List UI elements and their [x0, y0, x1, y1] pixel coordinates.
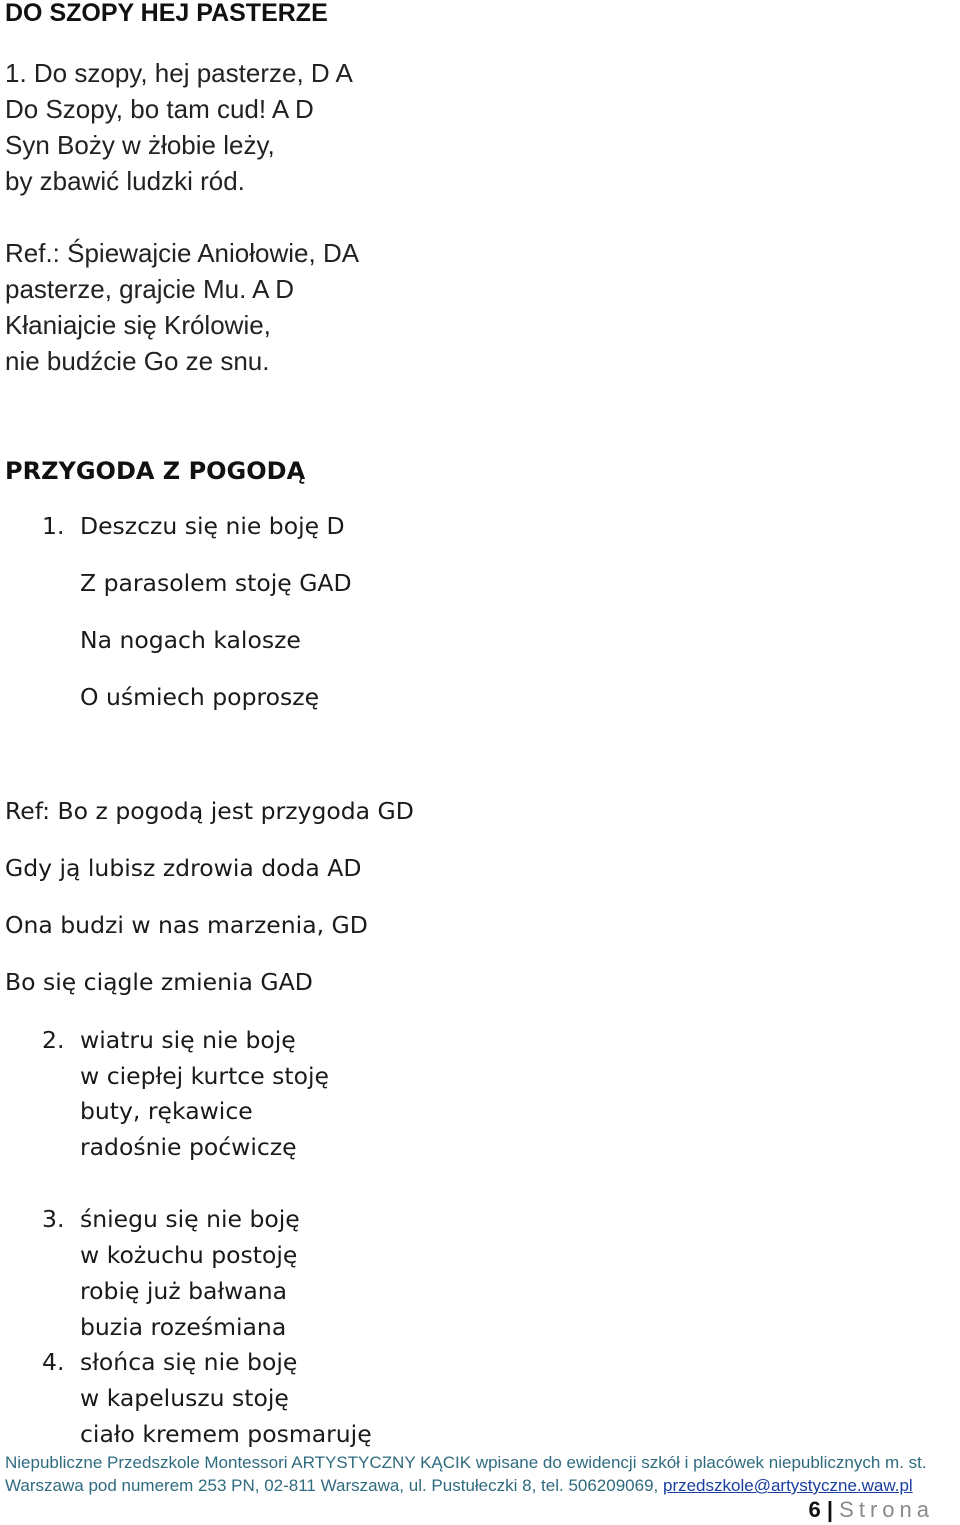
verse-number: 4.	[42, 1348, 65, 1376]
page-label: Strona	[839, 1497, 934, 1522]
footer-address: Warszawa pod numerem 253 PN, 02-811 Warszawa, ul. Pustułeczki 8, tel. 506209069,	[5, 1476, 663, 1495]
song2-title: PRZYGODA Z POGODĄ	[5, 457, 306, 485]
footer-line-2	[5, 1476, 913, 1496]
refrain-line: Ona budzi w nas marzenia, GD	[5, 911, 368, 939]
lyric-line: radośnie poćwiczę	[80, 1133, 297, 1161]
refrain-line: Ref.: Śpiewajcie Aniołowie, DA	[5, 238, 360, 268]
verse-number: 1.	[42, 512, 65, 540]
lyric-line: 1. Do szopy, hej pasterze, D A	[5, 58, 353, 88]
lyric-line: Syn Boży w żłobie leży,	[5, 130, 275, 160]
lyric-line: Deszczu się nie boję D	[80, 512, 345, 540]
verse-number: 2.	[42, 1026, 65, 1054]
lyric-line: śniegu się nie boję	[80, 1205, 300, 1233]
lyric-line: Na nogach kalosze	[80, 626, 301, 654]
lyric-line: by zbawić ludzki ród.	[5, 166, 245, 196]
lyric-line: Do Szopy, bo tam cud! A D	[5, 94, 314, 124]
stanza-gap	[5, 199, 359, 235]
page-number-value: 6	[808, 1497, 821, 1522]
email-link[interactable]: przedszkole@artystyczne.waw.pl	[662, 1476, 913, 1495]
refrain-line: Bo się ciągle zmienia GAD	[5, 968, 313, 996]
lyric-line: buty, rękawice	[80, 1097, 253, 1125]
lyric-line: w ciepłej kurtce stoję	[80, 1062, 329, 1090]
lyric-line: w kapeluszu stoję	[80, 1384, 289, 1412]
refrain-line: pasterze, grajcie Mu. A D	[5, 274, 295, 304]
page-separator: |	[826, 1497, 834, 1522]
lyric-line: Z parasolem stoję GAD	[80, 569, 352, 597]
lyric-line: ciało kremem posmaruję	[80, 1420, 372, 1448]
refrain-line: Gdy ją lubisz zdrowia doda AD	[5, 854, 362, 882]
refrain-line: nie budźcie Go ze snu.	[5, 346, 270, 376]
song1-lyrics	[5, 55, 359, 379]
footer-line-1: Niepubliczne Przedszkole Montessori ARTYSTYCZNY KĄCIK wpisane do ewidencji szkół i placówek niepublicznych m. st.	[5, 1453, 927, 1472]
refrain-line: Ref: Bo z pogodą jest przygoda GD	[5, 797, 414, 825]
lyric-line: buzia roześmiana	[80, 1313, 287, 1341]
lyric-line: wiatru się nie boję	[80, 1026, 296, 1054]
lyric-line: w kożuchu postoję	[80, 1241, 298, 1269]
lyric-line: słońca się nie boję	[80, 1348, 298, 1376]
verse-number: 3.	[42, 1205, 65, 1233]
refrain-line: Kłaniajcie się Królowie,	[5, 310, 271, 340]
page-number	[809, 1497, 934, 1523]
lyric-line: O uśmiech poproszę	[80, 683, 320, 711]
song1-title: DO SZOPY HEJ PASTERZE	[5, 0, 328, 27]
lyric-line: robię już bałwana	[80, 1277, 288, 1305]
